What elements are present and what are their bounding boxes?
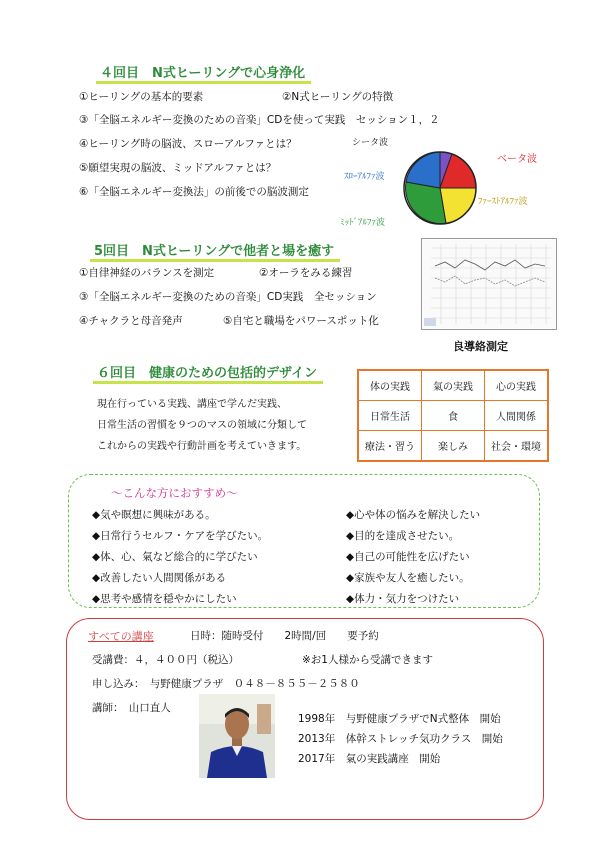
history-2017: 2017年 氣の実践講座 開始 xyxy=(298,753,441,765)
grid-cell: 心の実践 xyxy=(485,370,549,401)
label-beta: ベータ波 xyxy=(497,154,537,165)
section4-item-3: ③「全脳エネルギー変換のための音楽」CDを使って実践 セッション１，２ xyxy=(79,114,440,126)
grid-cell: 食 xyxy=(422,401,485,431)
recommend-right-2: ◆目的を達成させたい。 xyxy=(346,530,460,542)
application-contact: 申し込み： 与野健康プラザ ０４８－８５５－２５８０ xyxy=(92,678,360,690)
ryodoraku-graph-image xyxy=(421,238,557,330)
recommend-right-4: ◆家族や友人を癒したい。 xyxy=(346,572,470,584)
fee: 受講費：４，４００円（税込） xyxy=(92,654,239,666)
section5-item-5: ⑤自宅と職場をパワースポット化 xyxy=(223,315,379,327)
grid-cell: 社会・環境 xyxy=(485,431,549,462)
grid-cell: 体の実践 xyxy=(358,370,422,401)
recommend-left-3: ◆体、心、氣など総合的に学びたい xyxy=(92,551,258,563)
section4-heading: ４回目 N式ヒーリングで心身浄化 xyxy=(100,62,305,81)
brainwave-pie xyxy=(400,148,480,228)
label-fast-alpha: ﾌｧｰｽﾄｱﾙﾌｧ波 xyxy=(478,197,528,207)
grid-cell: 氣の実践 xyxy=(422,370,485,401)
section4-item-2: ②N式ヒーリングの特徴 xyxy=(282,91,394,103)
history-2013: 2013年 体幹ストレッチ気功クラス 開始 xyxy=(298,733,503,745)
grid-cell: 日常生活 xyxy=(358,401,422,431)
section4-item-1: ①ヒーリングの基本的要素 xyxy=(79,91,204,103)
recommend-right-3: ◆自己の可能性を広げたい xyxy=(346,551,470,563)
recommendation-title: ～こんな方におすすめ～ xyxy=(111,486,238,500)
section4-item-5: ⑤願望実現の脳波、ミッドアルファとは？ xyxy=(79,162,277,174)
section6-desc-1: 現在行っている実践、講座で学んだ実践、 xyxy=(97,399,287,410)
label-mid-alpha: ﾐｯﾄﾞｱﾙﾌｧ波 xyxy=(340,218,386,228)
grid-cell: 楽しみ xyxy=(422,431,485,462)
label-theta: シータ波 xyxy=(352,138,389,148)
section4-item-4: ④ヒーリング時の脳波、スローアルファとは？ xyxy=(79,138,297,150)
recommend-left-2: ◆日常行うセルフ・ケアを学びたい。 xyxy=(92,530,269,542)
section6-heading: ６回目 健康のための包括的デザイン xyxy=(97,362,317,381)
history-1998: 1998年 与野健康プラザでN式整体 開始 xyxy=(298,713,501,725)
instructor: 講師： 山口直人 xyxy=(92,702,171,714)
recommend-left-4: ◆改善したい人間関係がある xyxy=(92,572,227,584)
section5-item-3: ③「全脳エネルギー変換のための音楽」CD実践 全セッション xyxy=(79,291,377,303)
section5-heading: 5回目 N式ヒーリングで他者と場を癒す xyxy=(94,240,334,259)
instructor-photo xyxy=(199,694,275,778)
recommend-left-1: ◆気や瞑想に興味がある。 xyxy=(92,509,216,521)
grid-cell: 療法・習う xyxy=(358,431,422,462)
label-slow-alpha: ｽﾛｰｱﾙﾌｧ波 xyxy=(344,172,385,182)
section5-item-1: ①自律神経のバランスを測定 xyxy=(79,267,215,279)
section4-item-6: ⑥「全脳エネルギー変換法」の前後での脳波測定 xyxy=(79,186,309,198)
nine-grid-table xyxy=(357,369,549,462)
recommend-left-5: ◆思考や感情を穏やかにしたい xyxy=(92,593,237,605)
all-courses-label: すべての講座 xyxy=(88,630,154,643)
section5-item-4: ④チャクラと母音発声 xyxy=(79,315,183,327)
graph-caption: 良導絡測定 xyxy=(453,340,508,353)
fee-note: ※お1人様から受講できます xyxy=(302,654,433,666)
pie-slice-slow-alpha xyxy=(406,152,440,188)
datetime: 日時：随時受付 2時間/回 要予約 xyxy=(190,630,379,642)
section5-item-2: ②オーラをみる練習 xyxy=(259,267,353,279)
recommend-right-5: ◆体力・気力をつけたい xyxy=(346,593,460,605)
section6-desc-3: これからの実践や行動計画を考えていきます。 xyxy=(97,441,307,452)
recommend-right-1: ◆心や体の悩みを解決したい xyxy=(346,509,481,521)
grid-cell: 人間関係 xyxy=(485,401,549,431)
section6-desc-2: 日常生活の習慣を９つのマスの領域に分類して xyxy=(97,420,307,431)
